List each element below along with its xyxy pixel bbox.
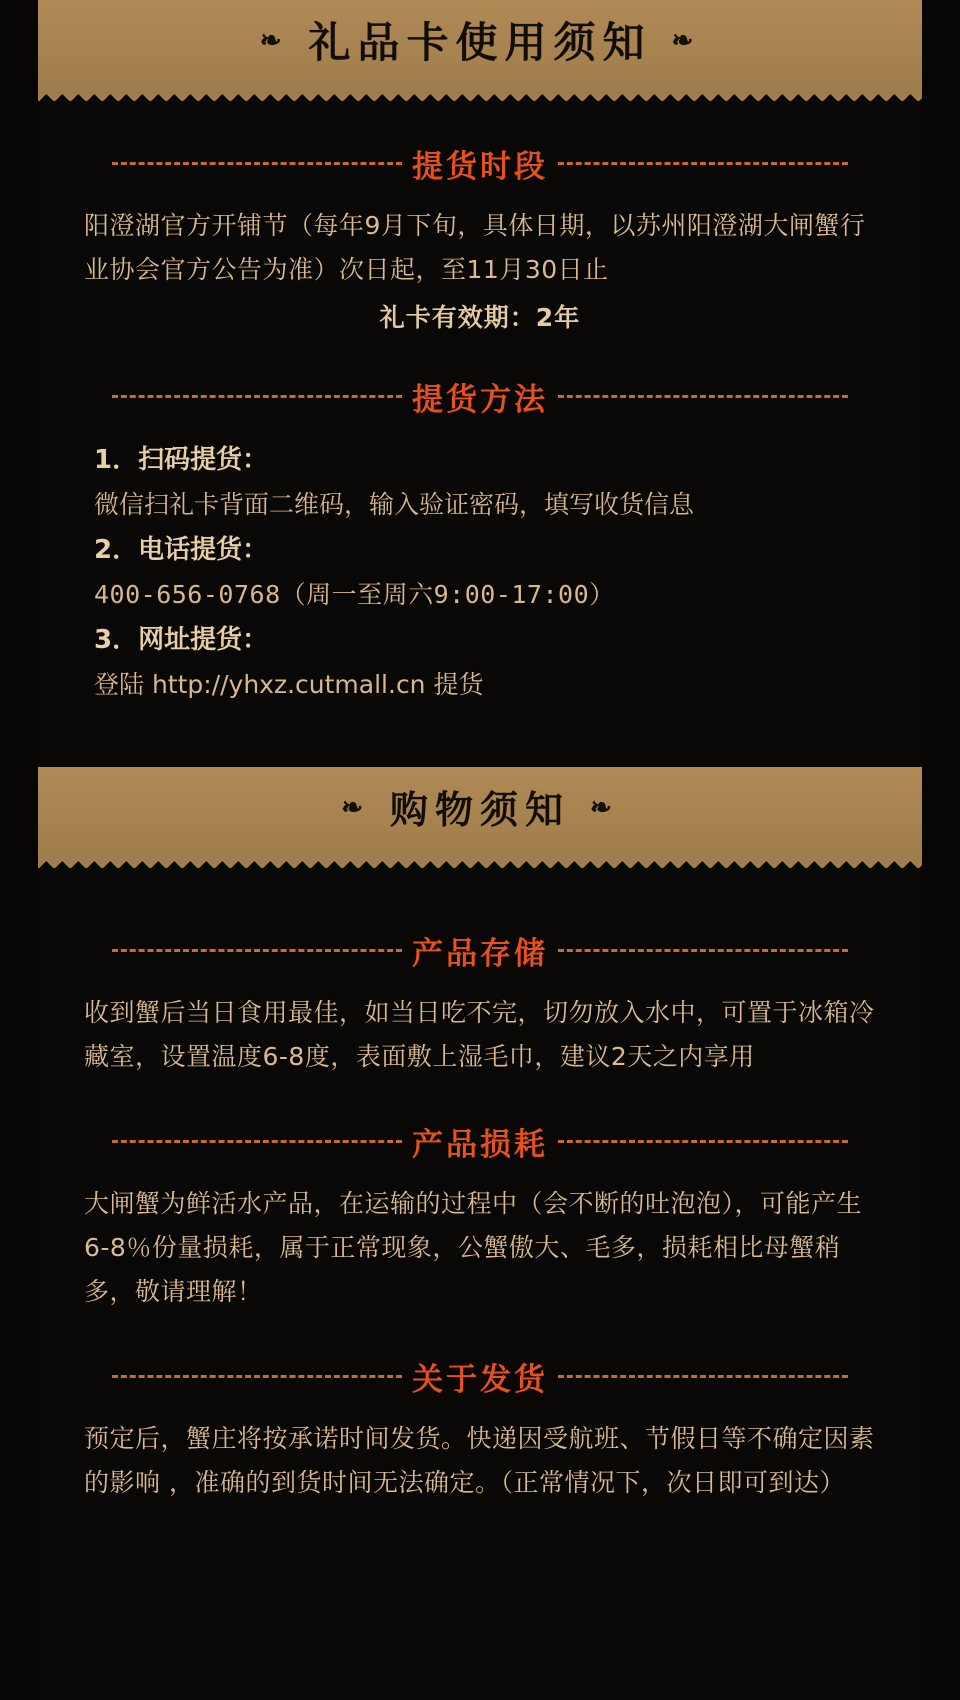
pickup-method-2-value: 400-656-0768（周一至周六9:00-17:00） xyxy=(94,580,615,609)
section-title-pickup-method: 提货方法 xyxy=(412,382,548,418)
paragraph-product-loss: 大闸蟹为鲜活水产品，在运输的过程中（会不断的吐泡泡），可能产生6-8％份量损耗，属于正常现象，公蟹傲大、毛多，损耗相比母蟹稍多，敬请理解！ xyxy=(84,1189,863,1306)
section-heading-product-storage xyxy=(38,928,922,973)
dash-left xyxy=(112,949,402,952)
pickup-method-1-value: 微信扫礼卡背面二维码，输入验证密码，填写收货信息 xyxy=(94,490,695,519)
section-heading-product-loss xyxy=(38,1119,922,1164)
document-inner xyxy=(38,0,922,1700)
section-title-about-shipping: 关于发货 xyxy=(412,1362,548,1398)
ornament-left-icon: ❧ xyxy=(341,793,370,823)
section-heading-about-shipping xyxy=(38,1354,922,1399)
ornament-left-icon: ❧ xyxy=(259,26,289,56)
banner-shopping-notice xyxy=(38,767,922,853)
section-title-product-loss: 产品损耗 xyxy=(412,1127,548,1163)
dash-left xyxy=(112,162,402,165)
banner-title-group-2 xyxy=(341,787,619,832)
note-card-validity: 礼卡有效期：2年 xyxy=(379,303,581,332)
pickup-method-3-label: 3．网址提货： xyxy=(94,625,269,655)
paragraph-product-storage: 收到蟹后当日食用最佳，如当日吃不完，切勿放入水中，可置于冰箱冷藏室，设置温度6-8度，表面敷上湿毛巾，建议2天之内享用 xyxy=(84,998,875,1071)
ornament-right-icon: ❧ xyxy=(590,793,619,823)
paragraph-pickup-period: 阳澄湖官方开铺节（每年9月下旬，具体日期，以苏州阳澄湖大闸蟹行业协会官方公告为准）次日起，至11月30日止 xyxy=(84,211,866,284)
ornament-right-icon: ❧ xyxy=(671,26,701,56)
pickup-method-2-label: 2．电话提货： xyxy=(94,535,269,565)
dash-right xyxy=(558,1140,848,1143)
section-title-product-storage: 产品存储 xyxy=(412,936,548,972)
section-heading-pickup-method xyxy=(38,374,922,419)
dash-right xyxy=(558,162,848,165)
banner-zigzag-edge-2 xyxy=(38,853,922,868)
dash-left xyxy=(112,1140,402,1143)
dash-right xyxy=(558,395,848,398)
pickup-method-3-value[interactable]: 登陆 http://yhxz.cutmall.cn 提货 xyxy=(94,670,484,699)
banner-gift-card-notice xyxy=(38,0,922,86)
dash-left xyxy=(112,1375,402,1378)
dash-right xyxy=(558,949,848,952)
page-title-2: 购物须知 xyxy=(389,787,570,832)
page-title-1: 礼品卡使用须知 xyxy=(308,18,652,67)
banner-title-group xyxy=(259,18,701,67)
banner-zigzag-edge-1 xyxy=(38,86,922,101)
section-title-pickup-period: 提货时段 xyxy=(412,149,548,185)
pickup-method-1-label: 1．扫码提货： xyxy=(94,445,269,475)
dash-right xyxy=(558,1375,848,1378)
paragraph-about-shipping: 预定后，蟹庄将按承诺时间发货。快递因受航班、节假日等不确定因素的影响 ，准确的到货时间无法确定。（正常情况下，次日即可到达） xyxy=(84,1424,875,1497)
section-heading-pickup-period xyxy=(38,141,922,186)
dash-left xyxy=(112,395,402,398)
